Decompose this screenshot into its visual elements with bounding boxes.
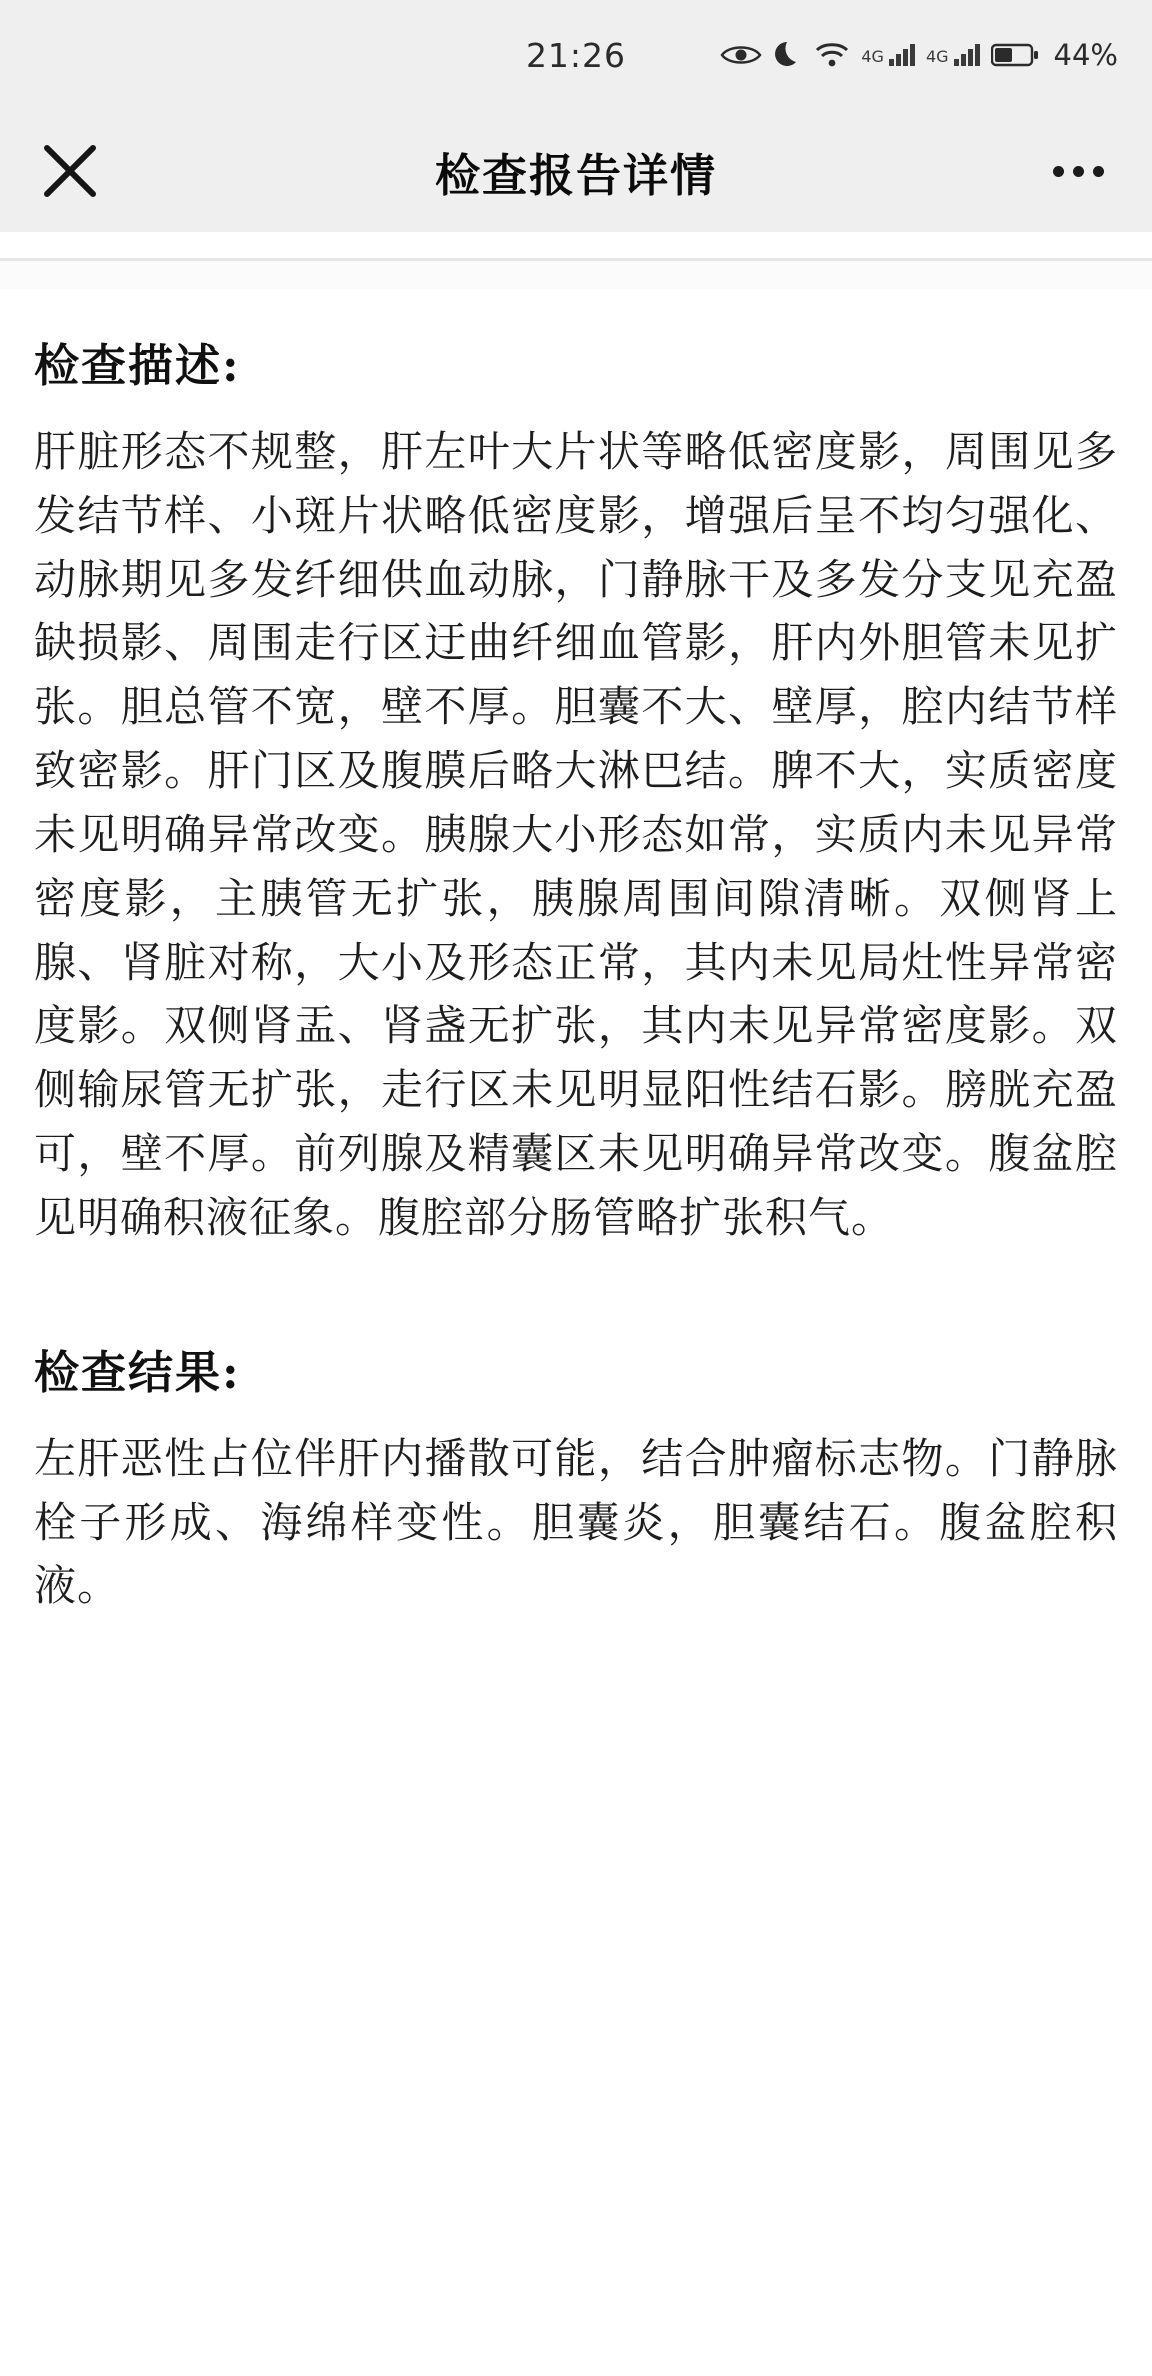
status-time: 21:26 <box>525 35 627 75</box>
moon-icon <box>773 39 803 71</box>
status-icons <box>720 0 1118 110</box>
more-options-icon-dot <box>1093 166 1104 177</box>
content-gap <box>0 261 1152 289</box>
status-bar <box>0 0 1152 110</box>
exam-result-title: 检查结果: <box>34 1345 241 1399</box>
sim1-bars-icon <box>889 44 915 66</box>
sim2-signal <box>926 44 980 66</box>
sim2-4g-icon <box>926 49 949 66</box>
battery-percent: 44% <box>1053 38 1118 72</box>
sim2-network-label: 4G <box>925 47 949 66</box>
sim1-signal <box>861 44 915 66</box>
report-content <box>0 289 1152 1618</box>
sim2-bars-icon <box>954 44 980 66</box>
more-options-icon-dot <box>1053 166 1064 177</box>
nav-shadow <box>0 232 1152 258</box>
battery-icon <box>991 42 1039 68</box>
nav-bar <box>0 110 1152 232</box>
close-icon <box>39 140 101 202</box>
exam-result-body: 左肝恶性占位伴肝内播散可能，结合肿瘤标志物。门静脉栓子形成、海绵样变性。胆囊炎，胆囊结石。腹盆腔积液。 <box>34 1433 1118 1611</box>
more-options-icon-dot <box>1073 166 1084 177</box>
close-button[interactable] <box>30 131 110 211</box>
section-spacer <box>34 1250 1118 1336</box>
exam-description-body: 肝脏形态不规整，肝左叶大片状等略低密度影，周围见多发结节样、小斑片状略低密度影，增强后呈不均匀强化、动脉期见多发纤细供血动脉，门静脉干及多发分支见充盈缺损影、周围走行区迂曲纤细血管影，肝内外胆管未见扩张。胆总管不宽，壁不厚。胆囊不大、壁厚，腔内结节样致密影。肝门区及腹膜后略大淋巴结。脾不大，实质密度未见明确异常改变。胰腺大小形态如常，实质内未见异常密度影，主胰管无扩张，胰腺周围间隙清晰。双侧肾上腺、肾脏对称，大小及形态正常，其内未见局灶性异常密度影。双侧肾盂、肾盏无扩张，其内未见异常密度影。双侧输尿管无扩张，走行区未见明显阳性结石影。膀胱充盈可，壁不厚。前列腺及精囊区未见明确异常改变。腹盆腔见明确积液征象。腹腔部分肠管略扩张积气。 <box>34 427 1118 1242</box>
more-options-button[interactable] <box>1047 146 1110 197</box>
wifi-icon <box>814 41 850 69</box>
sim1-network-label: 4G <box>861 47 884 66</box>
exam-description-title: 检查描述: <box>34 339 241 392</box>
eye-icon <box>720 42 762 68</box>
page-title: 检查报告详情 <box>434 148 717 202</box>
sim1-4g-icon <box>861 49 884 66</box>
